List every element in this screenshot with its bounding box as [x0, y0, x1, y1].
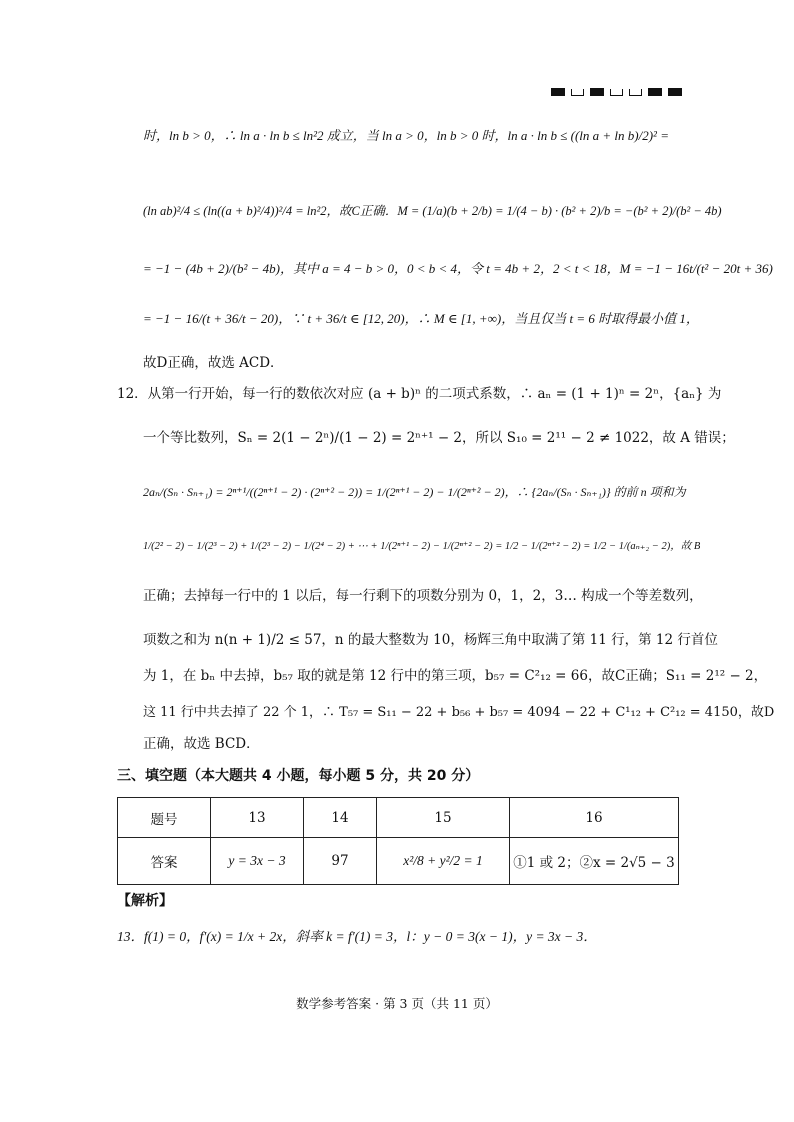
table-row	[118, 798, 679, 838]
text-line-6: 12．从第一行开始，每一行的数依次对应 (a + b)ⁿ 的二项式系数，∴ aₙ = (1 + 1)ⁿ = 2ⁿ，{aₙ} 为	[117, 386, 722, 402]
page-footer: 数学参考答案 · 第 3 页（共 11 页）	[296, 996, 498, 1011]
text-line-12: 为 1，在 bₙ 中去掉，b₅₇ 取的就是第 12 行中的第三项，b₅₇ = C²₁₂ = 66，故C正确；S₁₁ = 2¹² − 2，	[143, 668, 768, 684]
table-cell: 97	[304, 838, 377, 885]
text-line-5: 故D正确，故选 ACD．	[143, 355, 284, 371]
header-mark	[571, 89, 584, 96]
header-mark	[610, 89, 623, 96]
analysis-heading: 【解析】	[117, 893, 173, 909]
text-line-4: = −1 − 16/(t + 36/t − 20)，∵ t + 36/t ∈ [12, 20)，∴ M ∈ [1, +∞)，当且仅当 t = 6 时取得最小值 1，	[143, 311, 699, 326]
header-mark	[648, 88, 662, 96]
text-line-1: 时，ln b > 0，∴ ln a · ln b ≤ ln²2 成立，当 ln a > 0，ln b > 0 时，ln a · ln b ≤ ((ln a + ln b)/2)² =	[143, 128, 669, 143]
table-cell: 15	[377, 798, 510, 838]
section-heading-fill-in: 三、填空题（本大题共 4 小题，每小题 5 分，共 20 分）	[117, 768, 480, 784]
table-cell: 答案	[118, 838, 211, 885]
text-line-13: 这 11 行中共去掉了 22 个 1，∴ T₅₇ = S₁₁ − 22 + b₅₆ + b₅₇ = 4094 − 22 + C¹₁₂ + C²₁₂ = 4150，故D	[143, 705, 775, 720]
table-cell: y = 3x − 3	[211, 838, 304, 885]
text-line-9: 1/(2² − 2) − 1/(2³ − 2) + 1/(2³ − 2) − 1/(2⁴ − 2) + ⋯ + 1/(2ⁿ⁺¹ − 2) − 1/(2ⁿ⁺² − 2) = 1/2 − 1/(2ⁿ⁺² − 2) = 1/2 − 1/(aₙ₊₂ − 2)，故 B	[143, 541, 701, 552]
answer-table	[117, 797, 679, 885]
header-mark	[590, 88, 604, 96]
table-cell: x²/8 + y²/2 = 1	[377, 838, 510, 885]
header-mark	[668, 88, 682, 96]
table-cell: 题号	[118, 798, 211, 838]
table-cell: 14	[304, 798, 377, 838]
text-line-11: 项数之和为 n(n + 1)/2 ≤ 57，n 的最大整数为 10，杨辉三角中取满了第 11 行，第 12 行首位	[143, 632, 718, 648]
header-marks	[551, 88, 682, 96]
text-line-10: 正确；去掉每一行中的 1 以后，每一行剩下的项数分别为 0，1，2，3… 构成一个等差数列，	[143, 588, 703, 604]
table-row	[118, 838, 679, 885]
table-cell: ①1 或 2；②x = 2√5 − 3	[510, 838, 679, 885]
text-line-q13: 13．f(1) = 0，f′(x) = 1/x + 2x，斜率 k = f′(1) = 3，l：y − 0 = 3(x − 1)，y = 3x − 3．	[117, 929, 597, 944]
header-mark	[629, 89, 642, 96]
text-line-7: 一个等比数列，Sₙ = 2(1 − 2ⁿ)/(1 − 2) = 2ⁿ⁺¹ − 2，所以 S₁₀ = 2¹¹ − 2 ≠ 1022，故 A 错误；	[143, 430, 735, 446]
text-line-3: = −1 − (4b + 2)/(b² − 4b)，其中 a = 4 − b > 0，0 < b < 4，令 t = 4b + 2，2 < t < 18，M = −1 − 16t/(t² − 20t + 36)	[143, 261, 773, 276]
text-line-14: 正确，故选 BCD．	[143, 736, 260, 752]
table-cell: 16	[510, 798, 679, 838]
text-line-8: 2aₙ/(Sₙ · Sₙ₊₁) = 2ⁿ⁺¹/((2ⁿ⁺¹ − 2) · (2ⁿ⁺² − 2)) = 1/(2ⁿ⁺¹ − 2) − 1/(2ⁿ⁺² − 2)，∴ {2aₙ/(Sₙ · Sₙ₊₁)} 的前 n 项和为	[143, 485, 686, 499]
header-mark	[551, 88, 565, 96]
text-line-2: (ln ab)²/4 ≤ (ln((a + b)²/4))²/4 = ln²2，故C正确．M = (1/a)(b + 2/b) = 1/(4 − b) · (b² + 2)/b = −(b² + 2)/(b² − 4b)	[143, 204, 722, 218]
table-cell: 13	[211, 798, 304, 838]
